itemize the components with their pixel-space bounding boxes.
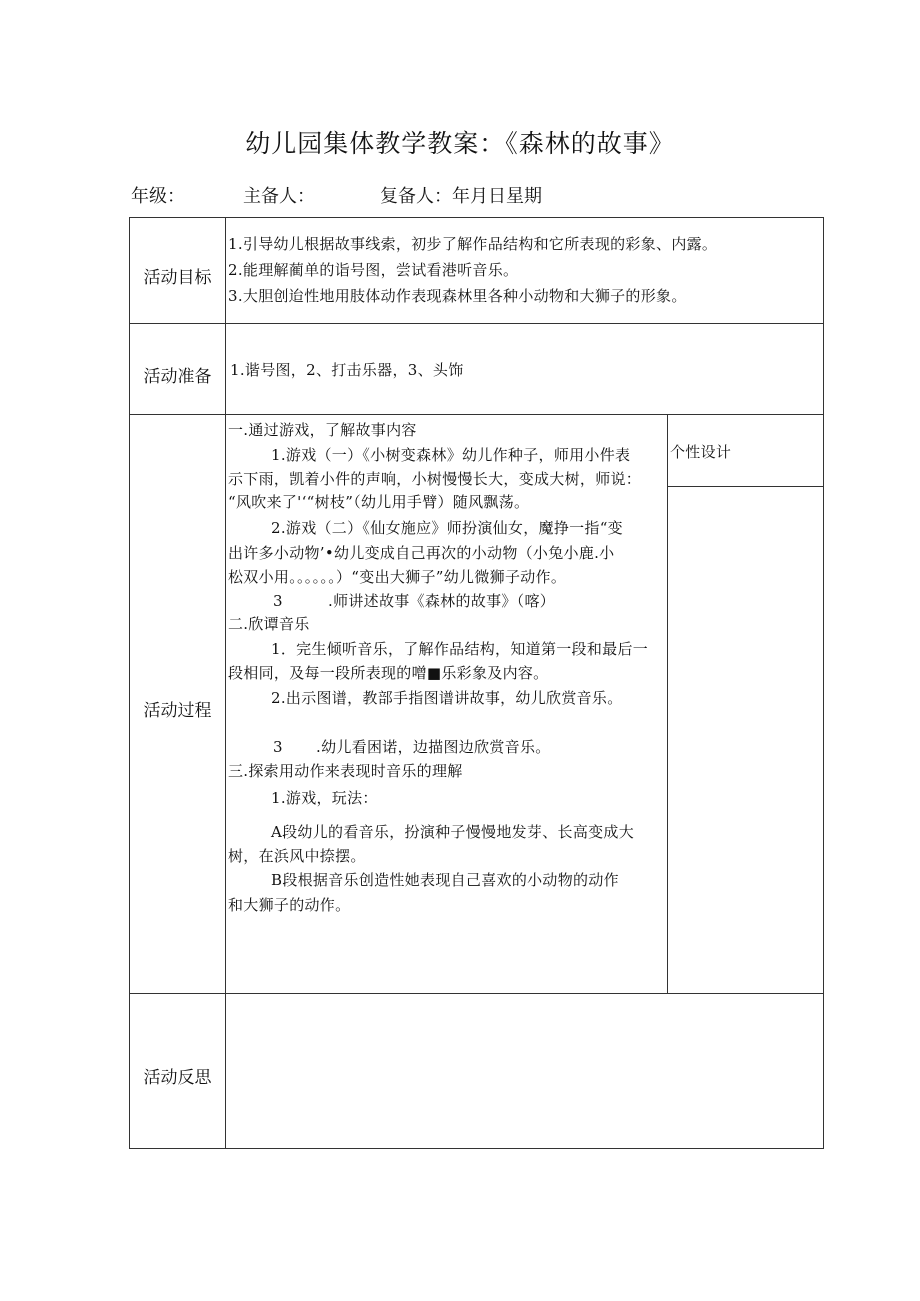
goals-label: 活动目标 xyxy=(143,268,212,288)
process-line: B段根据音乐创造性她表现自己喜欢的小动物的动作 xyxy=(271,871,619,889)
process-line: 松双小用。。。。。。）“变出大狮子”幼儿微狮子动作。 xyxy=(228,568,567,586)
process-line: 2.出示图谱，教部手指图谱讲故事，幼儿欣赏音乐。 xyxy=(271,689,623,707)
process-line: .幼儿看困诺，边描图边欣赏音乐。 xyxy=(316,738,551,756)
goal-line-3: 3.大胆创迨性地用肢体动作表现森林里各种小动物和大狮子的形象。 xyxy=(228,287,687,305)
process-line: 1.游戏，玩法： xyxy=(271,789,378,807)
side-cell-divider xyxy=(667,486,824,487)
table-border-left xyxy=(129,217,130,1149)
table-border-bottom xyxy=(129,1148,824,1149)
process-line: 和大狮子的动作。 xyxy=(228,896,351,914)
process-step-number: 3 xyxy=(273,738,283,756)
side-column-divider xyxy=(667,414,668,994)
goal-line-2: 2.能理解蔺单的诣号图，尝试看港听音乐。 xyxy=(228,261,519,279)
lead-teacher-label: 主备人： xyxy=(243,186,315,207)
process-line: 树，在浜风中捺摆。 xyxy=(228,847,366,865)
goal-line-1: 1.引导幼儿根据故事线索，初步了解作品结构和它所表现的彩象、内露。 xyxy=(228,235,718,253)
process-line: 1.游戏（一）《小树变森林》幼儿作种子，师用小件表 xyxy=(271,446,631,464)
process-label: 活动过程 xyxy=(143,701,212,721)
co-teacher-date-label: 复备人：年月日星期 xyxy=(380,186,542,207)
grade-label: 年级： xyxy=(131,186,185,207)
row-divider-process xyxy=(129,993,824,994)
process-step-number: 3 xyxy=(273,592,283,610)
process-line: A段幼儿的看音乐，扮演种子慢慢地发芽、长高变成大 xyxy=(271,823,635,841)
process-line: .师讲述故事《森林的故事》（喀） xyxy=(328,592,556,610)
table-border-right xyxy=(823,217,824,1149)
process-line: 2.游戏（二）《仙女施应》师扮演仙女，魔挣一指“变 xyxy=(271,519,623,537)
process-section-1-heading: 一.通过游戏，了解故事内容 xyxy=(228,421,417,439)
label-column-divider xyxy=(225,217,226,1149)
process-line: 出许多小动物’•幼儿变成自己再次的小动物（小兔小鹿.小 xyxy=(228,544,615,562)
document-title: 幼儿园集体教学教案：《森林的故事》 xyxy=(245,129,675,158)
process-section-2-heading: 二.欣谭音乐 xyxy=(228,615,310,633)
table-border-top xyxy=(129,217,824,218)
process-line: 段相同，及每一段所表现的噌■乐彩象及内容。 xyxy=(228,664,549,682)
personal-design-label: 个性设计 xyxy=(670,443,732,461)
process-line: 1．完生倾听音乐，了解作品结构，知道第一段和最后一 xyxy=(271,640,649,658)
row-divider-prep xyxy=(129,414,824,415)
reflection-label: 活动反思 xyxy=(143,1068,212,1088)
row-divider-goals xyxy=(129,323,824,324)
prep-label: 活动准备 xyxy=(143,367,212,387)
process-line: “风吹来了'‘“树枝”（幼儿用手臂）随风飘荡。 xyxy=(228,493,530,511)
prep-text: 1.谐号图，2、打击乐器，3、头饰 xyxy=(230,361,464,379)
process-section-3-heading: 三.探索用动作来表现时音乐的理解 xyxy=(228,762,463,780)
process-line: 示下雨，凯着小件的声响，小树慢慢长大，变成大树，师说： xyxy=(228,470,642,488)
